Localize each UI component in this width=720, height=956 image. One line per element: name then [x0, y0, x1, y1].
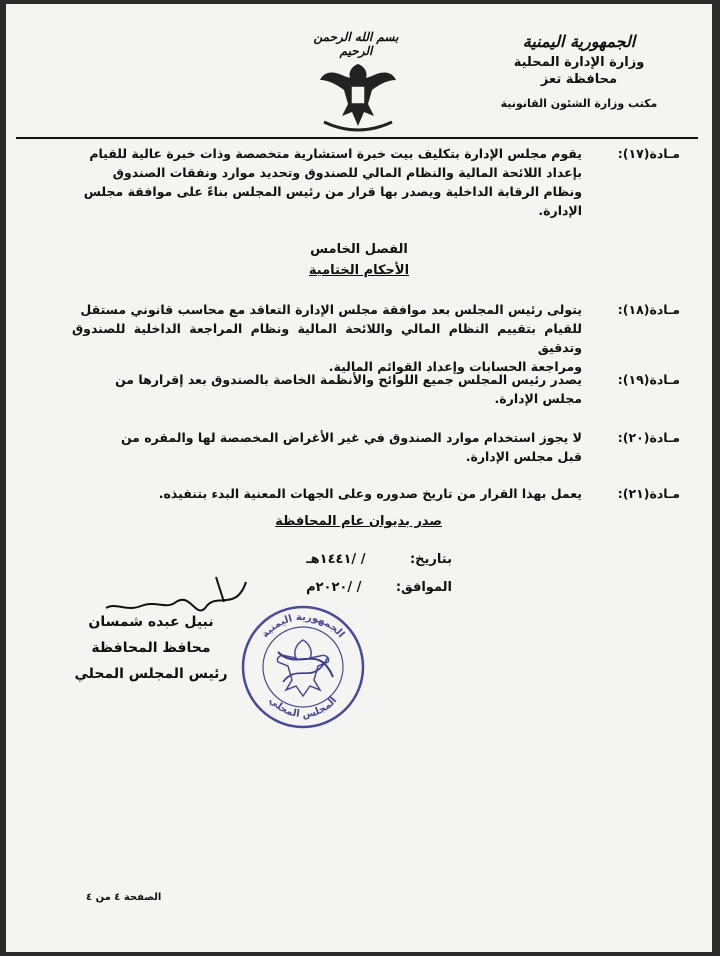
svg-text:المجلس المحلي: المجلس المحلي: [266, 694, 340, 721]
article-number: مـادة(١٧):: [617, 146, 680, 161]
article-number: مـادة(١٩):: [617, 372, 680, 387]
hijri-date-value: / /١٤٤١هـ: [306, 552, 366, 567]
article-20: [40, 428, 680, 468]
gregorian-date-label: الموافق:: [395, 580, 452, 595]
hijri-date-label: بتاريخ:: [409, 552, 452, 567]
article-number: مـادة(٢٠):: [617, 430, 680, 445]
signatory-title: محافظ المحافظة: [91, 640, 211, 656]
republic-name: الجمهورية اليمنية: [522, 32, 636, 51]
article-text: يصدر رئيس المجلس جميع اللوائح والأنظمة الخاصة بالصندوق بعد إقرارها من مجلس الإدارة.: [115, 372, 582, 406]
chapter-subtitle: الأحكام الختامية: [308, 263, 410, 278]
article-text: يعمل بهذا القرار من تاريخ صدوره وعلى الجهات المعنية البدء بتنفيذه.: [158, 486, 582, 501]
governorate-name: محافظة تعز: [540, 72, 618, 87]
article-text: لا يجوز استخدام موارد الصندوق في غير الأغراض المخصصة لها والمقره من قبل مجلس الإدارة.: [120, 430, 582, 464]
article-21: [40, 484, 680, 504]
letterhead: [494, 32, 664, 110]
office-name: مكتب وزارة الشئون القانونية: [500, 97, 658, 110]
header-divider: [16, 137, 698, 139]
hijri-date: [306, 552, 452, 567]
official-stamp-icon: [238, 602, 368, 732]
chapter-title: الفصل الخامس: [310, 242, 408, 257]
article-text: يقوم مجلس الإدارة بتكليف بيت خبرة استشارية متخصصة وذات خبرة عالية للقيام بإعداد اللائحة المالية والنظام المالي للصندوق وتحديد موارد ونفقات الصندوق ونظام الرقابة الداخلية ويصدر بها قرار من رئيس المجلس بناءً على موافقة مجلس الإدارة.: [83, 146, 582, 218]
signatory-role: رئيس المجلس المحلي: [74, 666, 228, 682]
article-number: مـادة(٢١):: [617, 486, 680, 501]
article-text: يتولى رئيس المجلس بعد موافقة مجلس الإدارة التعاقد مع محاسب قانوني مستقل للقيام بتقييم النظام المالي واللائحة المالية ونظام المراجعة الداخلية للصندوق وتدقيق ومراجعة الحسابات وإعداد القوائم المالية.: [72, 302, 582, 374]
page-number: الصفحة ٤ من ٤: [86, 892, 162, 903]
document-page: [6, 4, 712, 952]
article-18: [40, 300, 680, 374]
issued-statement: صدر بديوان عام المحافظة: [275, 514, 442, 529]
basmala: بسم الله الرحمن الرحيم: [313, 30, 399, 58]
gregorian-date: [306, 580, 452, 595]
ministry-name: وزارة الإدارة المحلية: [513, 55, 645, 70]
article-number: مـادة(١٨):: [617, 302, 680, 317]
svg-text:الجمهورية اليمنية: الجمهورية اليمنية: [259, 611, 347, 641]
article-19: [40, 370, 680, 410]
gregorian-date-value: / /٢٠٢٠م: [306, 580, 362, 595]
signatory-name: نبيل عبده شمسان: [88, 614, 214, 630]
yemen-eagle-emblem-icon: [318, 46, 398, 136]
signature-block: [66, 604, 236, 682]
article-17: [40, 144, 680, 224]
